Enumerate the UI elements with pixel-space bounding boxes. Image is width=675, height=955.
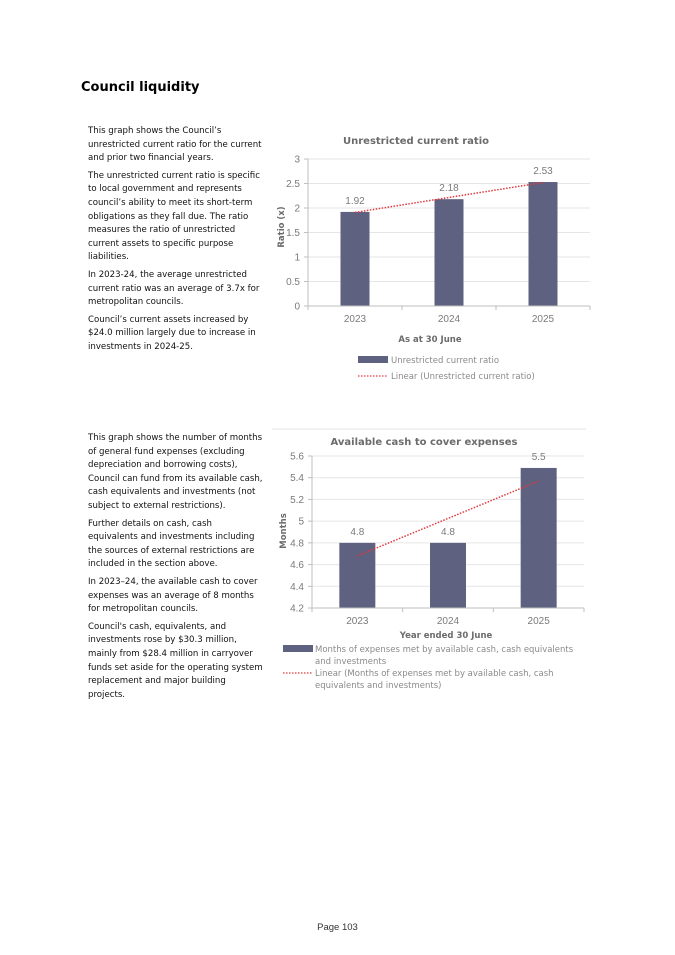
bar-2023 xyxy=(341,212,370,306)
legend-bar-swatch xyxy=(358,356,388,363)
paragraph: This graph shows the Council’s unrestricted current ratio for the current and prior two financial years. xyxy=(88,126,262,164)
page-title: Council liquidity xyxy=(81,80,200,95)
chart-title: Unrestricted current ratio xyxy=(342,136,490,147)
y-tick-label: 5.6 xyxy=(290,451,304,463)
bars xyxy=(341,182,558,306)
x-tick-label: 2023 xyxy=(346,616,369,627)
data-label: 2.18 xyxy=(439,183,459,195)
paragraph: The unrestricted current ratio is specific to local government and represents council’s ability to meet its short-term obligations as they fall due. The ratio measures the ratio of unrestricted current assets to specific purpose liabilities. xyxy=(88,170,260,263)
bars xyxy=(339,468,556,608)
bar-2025 xyxy=(521,468,557,608)
y-tick-label: 1.5 xyxy=(286,228,300,239)
paragraph: This graph shows the number of months of general fund expenses (excluding depreciation and borrowing costs), Council can fund from its available cash, cash equivalents and investments (not subject to external restrictions). xyxy=(88,433,263,511)
available-cash-chart xyxy=(270,425,600,705)
x-axis-title: Year ended 30 June xyxy=(399,631,493,641)
data-label: 4.8 xyxy=(441,526,455,538)
unrestricted-current-ratio-chart xyxy=(270,125,590,395)
x-tick-label: 2025 xyxy=(527,616,550,627)
paragraph: Council’s current assets increased by $24.0 million largely due to increase in investments in 2024-25. xyxy=(88,314,256,352)
paragraph: Further details on cash, cash equivalents and investments including the sources of external restrictions are included in the section above. xyxy=(88,518,255,570)
paragraph: In 2023-24, the average unrestricted current ratio was an average of 3.7x for metropolitan councils. xyxy=(88,269,260,308)
y-tick-label: 1 xyxy=(294,252,300,264)
ratio-description xyxy=(88,125,264,359)
legend-entry: Linear (Unrestricted current ratio) xyxy=(391,372,535,382)
x-axis-title: As at 30 June xyxy=(398,335,462,345)
cash-description xyxy=(88,432,264,706)
chart-title: Available cash to cover expenses xyxy=(330,437,518,448)
y-tick-label: 4.8 xyxy=(290,538,304,550)
y-tick-label: 3 xyxy=(294,154,300,166)
y-tick-label: 2 xyxy=(294,203,300,215)
bar-2024 xyxy=(430,543,466,608)
data-label: 1.92 xyxy=(345,195,365,207)
paragraph: In 2023–24, the available cash to cover expenses was an average of 8 months for metropolitan councils. xyxy=(88,576,258,615)
y-tick-label: 5 xyxy=(298,516,304,528)
y-tick-label: 0.5 xyxy=(286,277,300,288)
y-tick-label: 5.4 xyxy=(290,473,304,485)
y-tick-label: 0 xyxy=(294,301,300,313)
data-label: 5.5 xyxy=(531,451,546,463)
x-tick-label: 2023 xyxy=(343,314,367,325)
data-label: 2.53 xyxy=(533,166,553,178)
legend xyxy=(283,645,574,691)
paragraph: Council's cash, equivalents, and investments rose by $30.3 million, mainly from $28.4 million in carryover funds set aside for the operating system replacement and major building projects. xyxy=(88,621,263,700)
x-axis-ticks xyxy=(312,608,584,627)
data-labels xyxy=(350,452,546,538)
page-number: Page 103 xyxy=(317,922,358,933)
y-axis-title: Months xyxy=(279,513,289,549)
y-axis-title: Ratio (x) xyxy=(277,206,287,248)
bar-2023 xyxy=(339,543,375,608)
legend xyxy=(358,356,535,382)
y-tick-label: 4.6 xyxy=(290,560,304,572)
x-tick-label: 2025 xyxy=(531,314,555,325)
legend-bar-swatch xyxy=(283,645,313,652)
y-tick-label: 4.2 xyxy=(290,603,304,615)
legend-entry: Unrestricted current ratio xyxy=(391,356,500,366)
legend-entry: Linear (Months of expenses met by available cash, cash equivalents and investments) xyxy=(315,669,554,691)
y-tick-label: 5.2 xyxy=(290,494,304,506)
y-tick-label: 2.5 xyxy=(286,179,300,190)
y-axis-ticks xyxy=(290,452,312,615)
bar-2025 xyxy=(529,182,558,306)
x-tick-label: 2024 xyxy=(436,616,460,627)
data-label: 4.8 xyxy=(350,526,365,538)
y-tick-label: 4.4 xyxy=(290,581,304,593)
x-tick-label: 2024 xyxy=(437,314,461,325)
x-axis-ticks xyxy=(308,306,590,325)
legend-entry: Months of expenses met by available cash, cash equivalents and investments xyxy=(315,645,574,667)
y-axis-ticks xyxy=(286,155,308,313)
bar-2024 xyxy=(435,199,464,306)
